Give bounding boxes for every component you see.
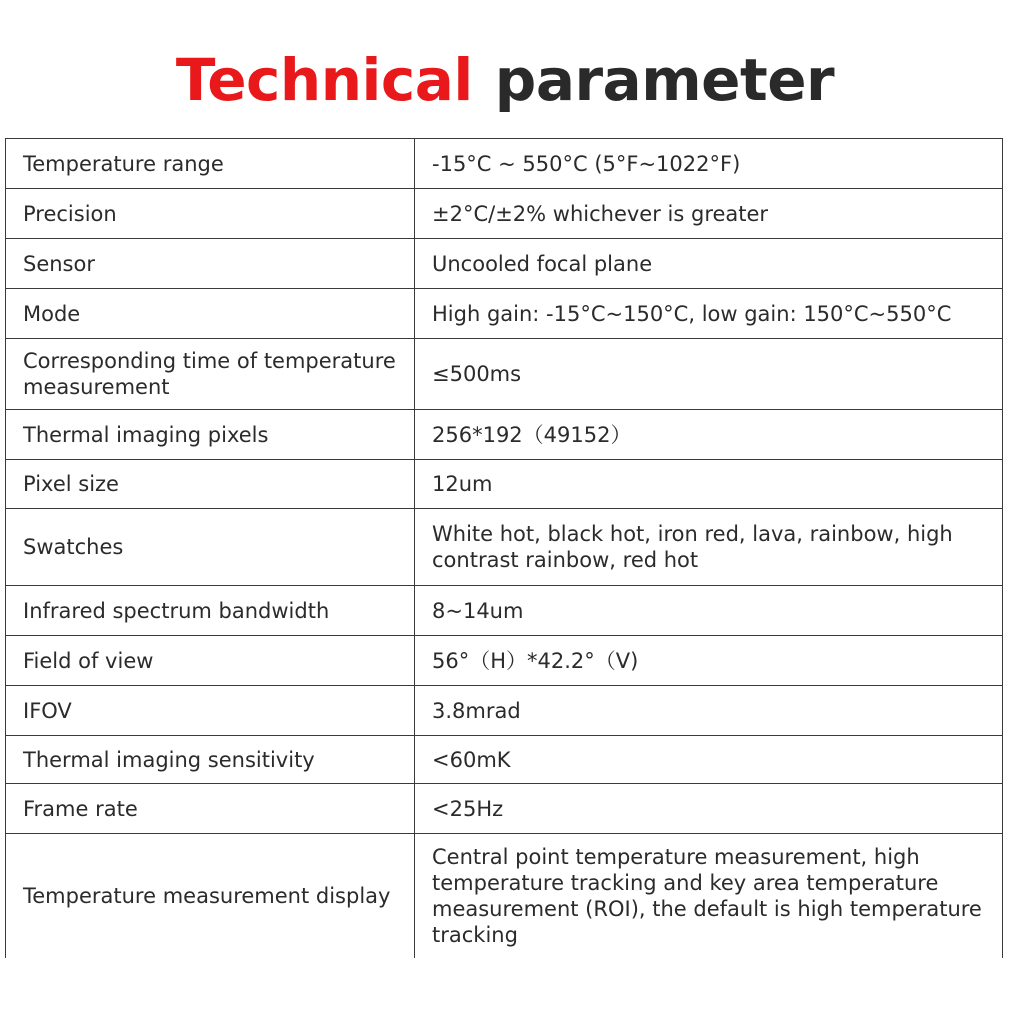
spec-value: High gain: -15°C~150°C, low gain: 150°C~550°C: [415, 289, 1003, 339]
spec-label: Temperature measurement display: [6, 834, 415, 958]
table-row: [6, 410, 1003, 460]
spec-label: Thermal imaging sensitivity: [6, 736, 415, 784]
table-row: [6, 784, 1003, 834]
table-row: [6, 736, 1003, 784]
spec-value: 56°（H）*42.2°（V): [415, 636, 1003, 686]
table-row: [6, 289, 1003, 339]
spec-value: Uncooled focal plane: [415, 239, 1003, 289]
table-row: [6, 339, 1003, 410]
page-title: [0, 42, 1010, 118]
table-row: [6, 239, 1003, 289]
spec-value: 3.8mrad: [415, 686, 1003, 736]
spec-value: -15°C ~ 550°C (5°F~1022°F): [415, 139, 1003, 189]
spec-label: Sensor: [6, 239, 415, 289]
spec-value: ≤500ms: [415, 339, 1003, 410]
table-row: [6, 460, 1003, 509]
spec-label: Mode: [6, 289, 415, 339]
spec-label: Pixel size: [6, 460, 415, 509]
table-row: [6, 686, 1003, 736]
spec-value: ±2°C/±2% whichever is greater: [415, 189, 1003, 239]
spec-table: [5, 138, 1003, 958]
spec-value: 256*192（49152）: [415, 410, 1003, 460]
table-row: [6, 189, 1003, 239]
spec-label: Frame rate: [6, 784, 415, 834]
title-part-parameter: parameter: [494, 46, 835, 114]
spec-value: Central point temperature measurement, high temperature tracking and key area temperature measurement (ROI), the default is high temperature tracking: [415, 834, 1003, 958]
table-row: [6, 834, 1003, 958]
spec-label: Corresponding time of temperature measurement: [6, 339, 415, 410]
table-row: [6, 636, 1003, 686]
table-row: [6, 586, 1003, 636]
spec-label: Infrared spectrum bandwidth: [6, 586, 415, 636]
spec-label: Field of view: [6, 636, 415, 686]
spec-value: 12um: [415, 460, 1003, 509]
spec-label: IFOV: [6, 686, 415, 736]
spec-value: <60mK: [415, 736, 1003, 784]
spec-label: Swatches: [6, 509, 415, 586]
spec-label: Temperature range: [6, 139, 415, 189]
table-row: [6, 139, 1003, 189]
spec-label: Thermal imaging pixels: [6, 410, 415, 460]
spec-label: Precision: [6, 189, 415, 239]
spec-value: 8~14um: [415, 586, 1003, 636]
table-row: [6, 509, 1003, 586]
spec-value: <25Hz: [415, 784, 1003, 834]
spec-value: White hot, black hot, iron red, lava, rainbow, high contrast rainbow, red hot: [415, 509, 1003, 586]
title-part-technical: Technical: [175, 46, 473, 114]
